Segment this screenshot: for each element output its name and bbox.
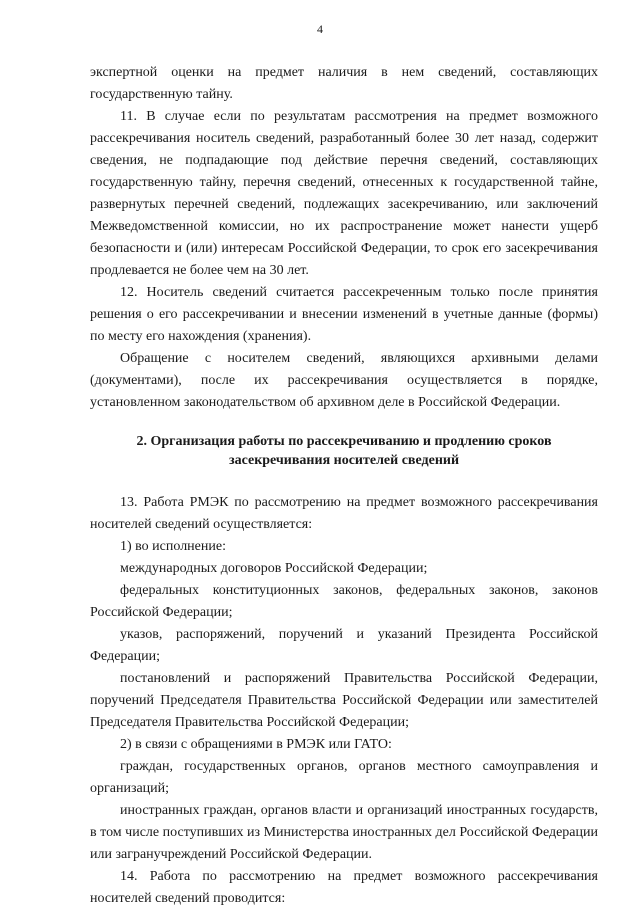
paragraph: 11. В случае если по результатам рассмотрения на предмет возможного рассекречивания носитель сведений, разработанный более 30 лет назад, содержит сведения, не подпадающие под действие перечня сведений, составляющих государственную тайну, перечня сведений, отнесенных к государственной тайне, развернутых перечней сведений, подлежащих засекречиванию, или заключений Межведомственной комиссии, но их распространение может нанести ущерб безопасности и (или) интересам Российской Федерации, то срок его засекречивания продлевается не более чем на 30 лет.	[90, 109, 598, 278]
paragraph: международных договоров Российской Федерации;	[120, 561, 428, 576]
section-1-body	[90, 62, 598, 414]
paragraph: федеральных конституционных законов, федеральных законов, законов Российской Федерации;	[90, 583, 598, 620]
section-2-body	[90, 492, 598, 910]
paragraph: 13. Работа РМЭК по рассмотрению на предмет возможного рассекречивания носителей сведений осуществляется:	[90, 495, 598, 532]
page-content	[90, 62, 598, 910]
paragraph: иностранных граждан, органов власти и организаций иностранных государств, в том числе поступивших из Министерства иностранных дел Российской Федерации или загранучреждений Российской Федерации.	[90, 803, 598, 862]
paragraph: 14. Работа по рассмотрению на предмет возможного рассекречивания носителей сведений проводится:	[90, 869, 598, 906]
section-heading: 2. Организация работы по рассекречиванию и продлению сроков засекречивания носителей сведений	[136, 434, 552, 468]
paragraph: экспертной оценки на предмет наличия в нем сведений, составляющих государственную тайну.	[90, 65, 598, 102]
paragraph: 2) в связи с обращениями в РМЭК или ГАТО:	[120, 737, 392, 752]
paragraph: 1) во исполнение:	[120, 539, 226, 554]
paragraph: граждан, государственных органов, органов местного самоуправления и организаций;	[90, 759, 598, 796]
paragraph: указов, распоряжений, поручений и указаний Президента Российской Федерации;	[90, 627, 598, 664]
paragraph: 12. Носитель сведений считается рассекреченным только после принятия решения о его рассекречивании и внесении изменений в учетные данные (формы) по месту его нахождения (хранения).	[90, 285, 598, 344]
paragraph: постановлений и распоряжений Правительства Российской Федерации, поручений Председателя Правительства Российской Федерации или заместителей Председателя Правительства Российской Федерации;	[90, 671, 598, 730]
page-number: 4	[317, 22, 323, 36]
paragraph: Обращение с носителем сведений, являющихся архивными делами (документами), после их рассекречивания осуществляется в порядке, установленном законодательством об архивном деле в Российской Федерации.	[90, 351, 598, 410]
